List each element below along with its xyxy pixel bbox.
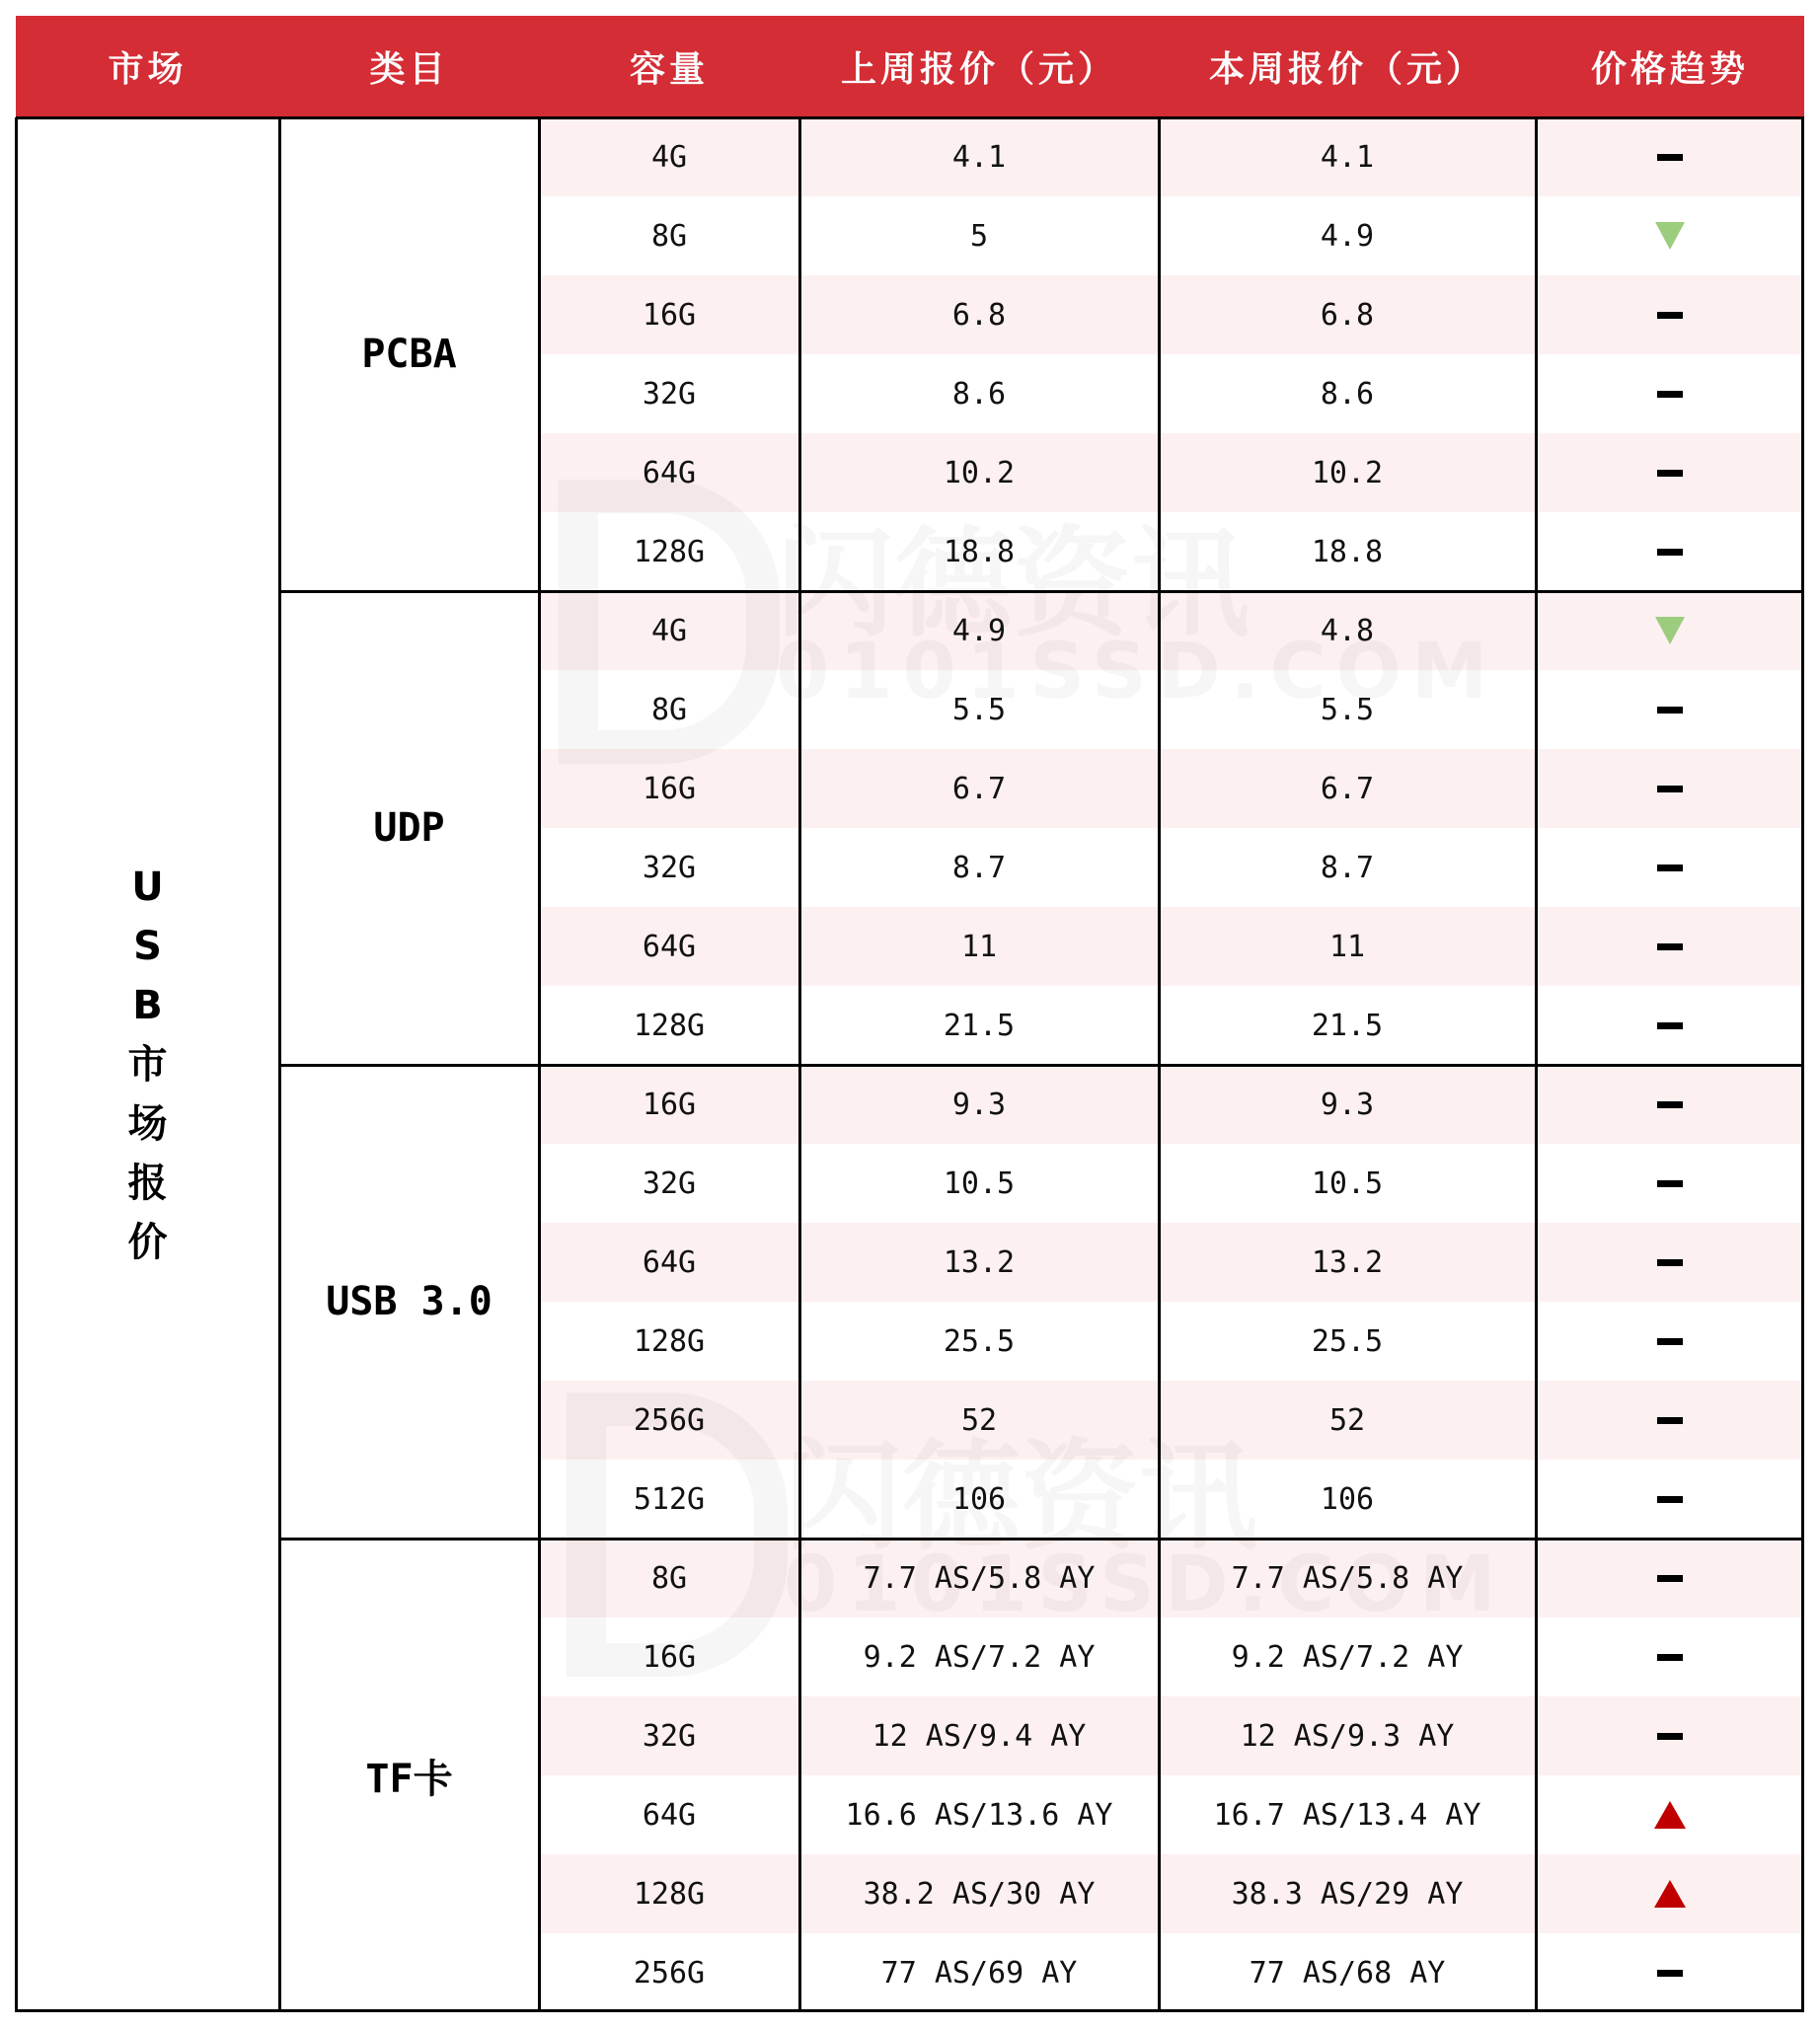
- trend-cell: [1536, 749, 1804, 828]
- trend-flat-icon: [1657, 943, 1683, 950]
- column-divider: [1801, 117, 1804, 2012]
- category-divider: [279, 1064, 1804, 1067]
- capacity-cell: 32G: [642, 850, 697, 885]
- header-last-week: 上周报价（元）: [799, 16, 1159, 117]
- last-week-price: 77 AS/69 AY: [880, 1955, 1078, 1991]
- category-divider: [279, 1538, 1804, 1541]
- last-week-price: 5.5: [951, 692, 1007, 727]
- this-week-price: 25.5: [1311, 1323, 1384, 1359]
- trend-flat-icon: [1657, 1654, 1683, 1661]
- capacity-cell: 32G: [642, 1165, 697, 1201]
- last-week-price: 106: [951, 1481, 1007, 1517]
- last-week-price: 6.8: [951, 297, 1007, 333]
- trend-cell: [1536, 1933, 1804, 2012]
- trend-cell: [1536, 1223, 1804, 1302]
- last-week-price: 52: [960, 1402, 998, 1438]
- trend-cell: [1536, 354, 1804, 433]
- last-week-price: 12 AS/9.4 AY: [872, 1718, 1087, 1754]
- body-top-border: [16, 116, 1804, 119]
- last-week-price: 11: [960, 929, 998, 964]
- capacity-cell: 32G: [642, 1718, 697, 1754]
- this-week-price: 4.1: [1320, 139, 1375, 175]
- trend-flat-icon: [1657, 470, 1683, 477]
- capacity-cell: 64G: [642, 1797, 697, 1833]
- market-label: U S B 市 场 报 价: [127, 864, 168, 1265]
- header-market: 市场: [16, 16, 279, 117]
- trend-cell: [1536, 1854, 1804, 1933]
- this-week-price: 9.2 AS/7.2 AY: [1231, 1639, 1464, 1675]
- category-label: PCBA: [361, 332, 457, 377]
- capacity-cell: 16G: [642, 297, 697, 333]
- trend-cell: [1536, 828, 1804, 907]
- last-week-price: 25.5: [943, 1323, 1016, 1359]
- trend-flat-icon: [1657, 1259, 1683, 1266]
- capacity-cell: 128G: [633, 534, 706, 569]
- this-week-price: 10.5: [1311, 1165, 1384, 1201]
- this-week-price: 106: [1320, 1481, 1375, 1517]
- category-label: TF卡: [365, 1756, 453, 1802]
- capacity-cell: 4G: [650, 613, 688, 648]
- trend-cell: [1536, 512, 1804, 591]
- this-week-price: 8.6: [1320, 376, 1375, 412]
- this-week-price: 7.7 AS/5.8 AY: [1231, 1560, 1464, 1596]
- category-label: USB 3.0: [326, 1279, 493, 1324]
- trend-cell: [1536, 591, 1804, 670]
- this-week-price: 52: [1328, 1402, 1366, 1438]
- this-week-price: 18.8: [1311, 534, 1384, 569]
- trend-flat-icon: [1657, 786, 1683, 792]
- trend-cell: [1536, 1617, 1804, 1696]
- this-week-price: 38.3 AS/29 AY: [1231, 1876, 1464, 1912]
- capacity-cell: 8G: [650, 692, 688, 727]
- capacity-cell: 256G: [633, 1402, 706, 1438]
- capacity-cell: 128G: [633, 1008, 706, 1043]
- last-week-price: 18.8: [943, 534, 1016, 569]
- this-week-price: 13.2: [1311, 1244, 1384, 1280]
- capacity-cell: 64G: [642, 1244, 697, 1280]
- capacity-cell: 8G: [650, 1560, 688, 1596]
- trend-flat-icon: [1657, 1733, 1683, 1740]
- this-week-price: 11: [1328, 929, 1366, 964]
- trend-down-icon: [1655, 617, 1685, 644]
- last-week-price: 8.6: [951, 376, 1007, 412]
- last-week-price: 13.2: [943, 1244, 1016, 1280]
- column-divider: [538, 117, 541, 2012]
- trend-up-icon: [1654, 1880, 1686, 1908]
- trend-flat-icon: [1657, 391, 1683, 398]
- trend-cell: [1536, 433, 1804, 512]
- category-label: UDP: [373, 805, 445, 851]
- last-week-price: 6.7: [951, 771, 1007, 806]
- this-week-price: 21.5: [1311, 1008, 1384, 1043]
- last-week-price: 9.3: [951, 1087, 1007, 1122]
- this-week-price: 16.7 AS/13.4 AY: [1213, 1797, 1481, 1833]
- category-divider: [279, 590, 1804, 593]
- capacity-cell: 32G: [642, 376, 697, 412]
- header-capacity: 容量: [539, 16, 799, 117]
- last-week-price: 9.2 AS/7.2 AY: [863, 1639, 1096, 1675]
- trend-cell: [1536, 1381, 1804, 1460]
- last-week-price: 8.7: [951, 850, 1007, 885]
- trend-cell: [1536, 1302, 1804, 1381]
- this-week-price: 8.7: [1320, 850, 1375, 885]
- trend-cell: [1536, 670, 1804, 749]
- trend-cell: [1536, 196, 1804, 275]
- trend-cell: [1536, 1775, 1804, 1854]
- this-week-price: 10.2: [1311, 455, 1384, 490]
- this-week-price: 6.8: [1320, 297, 1375, 333]
- column-divider: [1535, 117, 1538, 2012]
- capacity-cell: 16G: [642, 1087, 697, 1122]
- capacity-cell: 16G: [642, 1639, 697, 1675]
- this-week-price: 9.3: [1320, 1087, 1375, 1122]
- column-divider: [15, 117, 18, 2012]
- last-week-price: 38.2 AS/30 AY: [863, 1876, 1096, 1912]
- trend-flat-icon: [1657, 707, 1683, 714]
- last-week-price: 7.7 AS/5.8 AY: [863, 1560, 1096, 1596]
- trend-flat-icon: [1657, 154, 1683, 161]
- trend-cell: [1536, 275, 1804, 354]
- trend-up-icon: [1654, 1801, 1686, 1829]
- last-week-price: 4.9: [951, 613, 1007, 648]
- header-this-week: 本周报价（元）: [1159, 16, 1536, 117]
- capacity-cell: 64G: [642, 929, 697, 964]
- trend-flat-icon: [1657, 1338, 1683, 1345]
- trend-flat-icon: [1657, 1417, 1683, 1424]
- capacity-cell: 256G: [633, 1955, 706, 1991]
- this-week-price: 4.8: [1320, 613, 1375, 648]
- column-divider: [278, 117, 281, 2012]
- last-week-price: 16.6 AS/13.6 AY: [845, 1797, 1113, 1833]
- capacity-cell: 128G: [633, 1876, 706, 1912]
- trend-cell: [1536, 1460, 1804, 1539]
- this-week-price: 77 AS/68 AY: [1249, 1955, 1446, 1991]
- trend-flat-icon: [1657, 864, 1683, 871]
- this-week-price: 12 AS/9.3 AY: [1240, 1718, 1455, 1754]
- capacity-cell: 512G: [633, 1481, 706, 1517]
- trend-cell: [1536, 117, 1804, 196]
- last-week-price: 10.2: [943, 455, 1016, 490]
- price-table: [16, 16, 1804, 2013]
- trend-cell: [1536, 907, 1804, 986]
- capacity-cell: 4G: [650, 139, 688, 175]
- header-trend: 价格趋势: [1536, 16, 1804, 117]
- trend-flat-icon: [1657, 1101, 1683, 1108]
- capacity-cell: 128G: [633, 1323, 706, 1359]
- trend-flat-icon: [1657, 1575, 1683, 1582]
- trend-down-icon: [1655, 222, 1685, 250]
- capacity-cell: 8G: [650, 218, 688, 254]
- last-week-price: 21.5: [943, 1008, 1016, 1043]
- header-category: 类目: [279, 16, 539, 117]
- trend-cell: [1536, 1696, 1804, 1775]
- this-week-price: 5.5: [1320, 692, 1375, 727]
- trend-flat-icon: [1657, 1180, 1683, 1187]
- last-week-price: 5: [969, 218, 989, 254]
- this-week-price: 6.7: [1320, 771, 1375, 806]
- body-bottom-border: [16, 2009, 1804, 2012]
- trend-cell: [1536, 986, 1804, 1065]
- last-week-price: 10.5: [943, 1165, 1016, 1201]
- trend-cell: [1536, 1539, 1804, 1617]
- column-divider: [1158, 117, 1161, 2012]
- trend-flat-icon: [1657, 549, 1683, 556]
- trend-cell: [1536, 1065, 1804, 1144]
- capacity-cell: 16G: [642, 771, 697, 806]
- trend-cell: [1536, 1144, 1804, 1223]
- trend-flat-icon: [1657, 1496, 1683, 1503]
- trend-flat-icon: [1657, 1970, 1683, 1977]
- capacity-cell: 64G: [642, 455, 697, 490]
- trend-flat-icon: [1657, 1022, 1683, 1029]
- last-week-price: 4.1: [951, 139, 1007, 175]
- column-divider: [798, 117, 801, 2012]
- this-week-price: 4.9: [1320, 218, 1375, 254]
- trend-flat-icon: [1657, 312, 1683, 319]
